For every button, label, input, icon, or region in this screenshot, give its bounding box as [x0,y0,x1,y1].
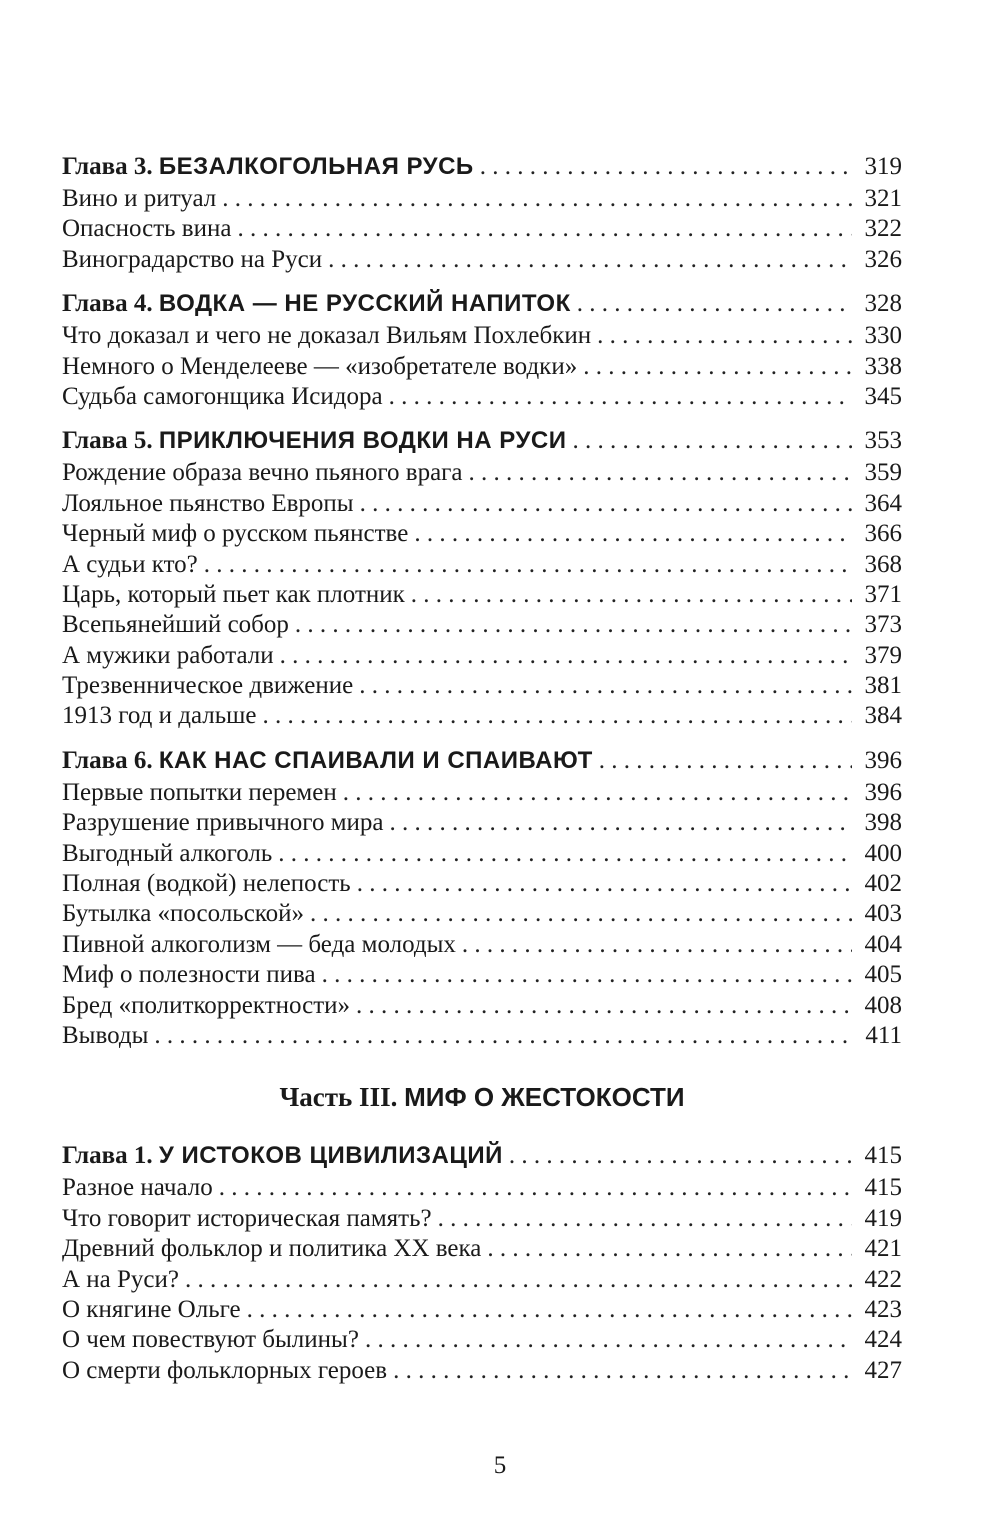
toc-entry[interactable] [62,1204,902,1234]
page-number: 328 [864,290,902,318]
page-number: 403 [864,900,902,928]
page-number: 373 [864,611,902,639]
entry-title: Пивной алкоголизм — беда молодых [62,930,456,958]
toc-entry[interactable] [62,1295,902,1325]
dot-leader [154,1021,852,1051]
entry-title: Немного о Менделееве — «изобретателе водки» [62,352,578,380]
dot-leader [360,489,852,519]
dot-leader [322,960,852,990]
dot-leader [278,839,852,869]
dot-leader [487,1234,852,1264]
toc-entry[interactable] [62,214,902,244]
entry-title: Царь, который пьет как плотник [62,580,405,608]
page-number: 424 [864,1326,902,1354]
part-heading[interactable] [62,1077,902,1117]
toc-entry[interactable] [62,352,902,382]
dot-leader [247,1295,852,1325]
page-number: 368 [864,550,902,578]
page-number: 396 [864,778,902,806]
page-number: 364 [864,489,902,517]
dot-leader [365,1325,852,1355]
dot-leader [411,580,852,610]
toc-entry[interactable] [62,1356,902,1386]
toc-entry[interactable] [62,808,902,838]
dot-leader [204,550,852,580]
table-of-contents [62,150,902,1386]
toc-entry[interactable] [62,321,902,351]
dot-leader [577,287,852,321]
entry-title: 1913 год и дальше [62,702,257,730]
dot-leader [328,245,852,275]
dot-leader [280,641,852,671]
chapter-heading[interactable] [62,744,902,778]
toc-entry[interactable] [62,839,902,869]
toc-entry[interactable] [62,458,902,488]
page-number: 366 [864,520,902,548]
dot-leader [599,744,852,778]
entry-title: А мужики работали [62,641,274,669]
page-number: 326 [864,245,902,273]
page-number: 398 [864,809,902,837]
toc-entry[interactable] [62,184,902,214]
page-number: 415 [864,1142,902,1170]
page-number: 371 [864,580,902,608]
dot-leader [389,382,852,412]
toc-entry[interactable] [62,610,902,640]
page-number: 419 [864,1204,902,1232]
chapter-heading[interactable] [62,1139,902,1173]
entry-title: Что говорит историческая память? [62,1204,432,1232]
page-number: 411 [865,1021,902,1049]
dot-leader [295,610,852,640]
page-number: 427 [864,1356,902,1384]
dot-leader [509,1139,852,1173]
dot-leader [393,1356,852,1386]
entry-title: Разрушение привычного мира [62,809,384,837]
page-number: 415 [864,1174,902,1202]
entry-title: Что доказал и чего не доказал Вильям Похлебкин [62,322,592,350]
page-number: 379 [864,641,902,669]
entry-title: Выводы [62,1021,149,1049]
chapter-title: Глава 5. ПРИКЛЮЧЕНИЯ ВОДКИ НА РУСИ [62,427,567,455]
dot-leader [359,671,852,701]
page-number: 423 [864,1295,902,1323]
part-label: Часть III. [279,1082,398,1113]
entry-title: А на Руси? [62,1265,180,1293]
chapter-title: Глава 3. БЕЗАЛКОГОЛЬНАЯ РУСЬ [62,153,474,180]
chapter-title: Глава 6. КАК НАС СПАИВАЛИ И СПАИВАЮТ [62,746,593,774]
dot-leader [356,991,852,1021]
entry-title: Рождение образа вечно пьяного врага [62,459,463,487]
toc-entry[interactable] [62,1265,902,1295]
entry-title: Древний фольклор и политика XX века [62,1235,482,1263]
dot-leader [572,424,852,458]
entry-title: Виноградарство на Руси [62,245,323,273]
dot-leader [414,519,852,549]
page-number: 396 [864,746,902,774]
toc-entry[interactable] [62,991,902,1021]
part-title: МИФ О ЖЕСТОКОСТИ [404,1082,685,1113]
entry-title: Опасность вина [62,215,232,243]
entry-title: Полная (водкой) нелепость [62,870,351,898]
toc-entry[interactable] [62,671,902,701]
folio-page-number: 5 [493,1452,507,1479]
dot-leader [185,1265,852,1295]
toc-entry[interactable] [62,1325,902,1355]
page-number: 421 [864,1235,902,1263]
toc-entry[interactable] [62,1173,902,1203]
page-number: 321 [864,185,902,212]
chapter-title: Глава 4. ВОДКА — НЕ РУССКИЙ НАПИТОК [62,290,571,318]
dot-leader [389,808,852,838]
page-number: 330 [864,322,902,350]
dot-leader [237,214,852,244]
toc-entry[interactable] [62,489,902,519]
entry-title: О смерти фольклорных героев [62,1356,388,1384]
entry-title: Лояльное пьянство Европы [62,489,354,517]
toc-entry[interactable] [62,778,902,808]
page-number: 345 [864,382,902,410]
entry-title: Трезвенническое движение [62,672,354,700]
page-number: 322 [864,215,902,243]
chapter-heading[interactable] [62,150,902,184]
entry-title: О княгине Ольге [62,1295,241,1323]
page-number: 381 [864,672,902,700]
page-number: 338 [864,352,902,380]
page-number: 319 [864,153,902,180]
dot-leader [462,930,852,960]
entry-title: А судьи кто? [62,550,198,578]
page-number: 384 [864,702,902,730]
page-number: 408 [864,991,902,1019]
chapter-heading[interactable] [62,287,902,321]
toc-entry[interactable] [62,641,902,671]
toc-entry[interactable] [62,701,902,731]
dot-leader [263,701,852,731]
entry-title: Разное начало [62,1174,213,1202]
dot-leader [597,321,852,351]
page-number: 404 [864,930,902,958]
page-number: 400 [864,839,902,867]
toc-entry[interactable] [62,382,902,412]
page-number: 405 [864,961,902,989]
entry-title: Вино и ритуал [62,185,217,212]
entry-title: Всепьянейший собор [62,611,289,639]
toc-entry[interactable] [62,960,902,990]
toc-entry[interactable] [62,1234,902,1264]
page-number: 353 [864,427,902,455]
dot-leader [310,899,852,929]
dot-leader [219,1173,852,1203]
toc-entry[interactable] [62,869,902,899]
entry-title: Бред «политкорректности» [62,991,351,1019]
entry-title: Судьба самогонщика Исидора [62,382,383,410]
dot-leader [469,458,852,488]
page-number: 422 [864,1265,902,1293]
entry-title: Черный миф о русском пьянстве [62,520,409,548]
entry-title: Выгодный алкоголь [62,839,273,867]
toc-entry[interactable] [62,550,902,580]
dot-leader [357,869,852,899]
dot-leader [222,184,852,214]
toc-entry[interactable] [62,1021,902,1051]
toc-entry[interactable] [62,519,902,549]
toc-entry[interactable] [62,930,902,960]
dot-leader [343,778,852,808]
dot-leader [438,1204,852,1234]
entry-title: Первые попытки перемен [62,778,337,806]
entry-title: Миф о полезности пива [62,961,316,989]
toc-entry[interactable] [62,899,902,929]
toc-entry[interactable] [62,245,902,275]
page-number: 359 [864,459,902,487]
entry-title: О чем повествуют былины? [62,1326,359,1354]
dot-leader [480,150,852,184]
chapter-title: Глава 1. У ИСТОКОВ ЦИВИЛИЗАЦИЙ [62,1142,503,1170]
toc-entry[interactable] [62,580,902,610]
chapter-heading[interactable] [62,424,902,458]
page-number: 402 [864,870,902,898]
dot-leader [583,352,852,382]
entry-title: Бутылка «посольской» [62,900,305,928]
